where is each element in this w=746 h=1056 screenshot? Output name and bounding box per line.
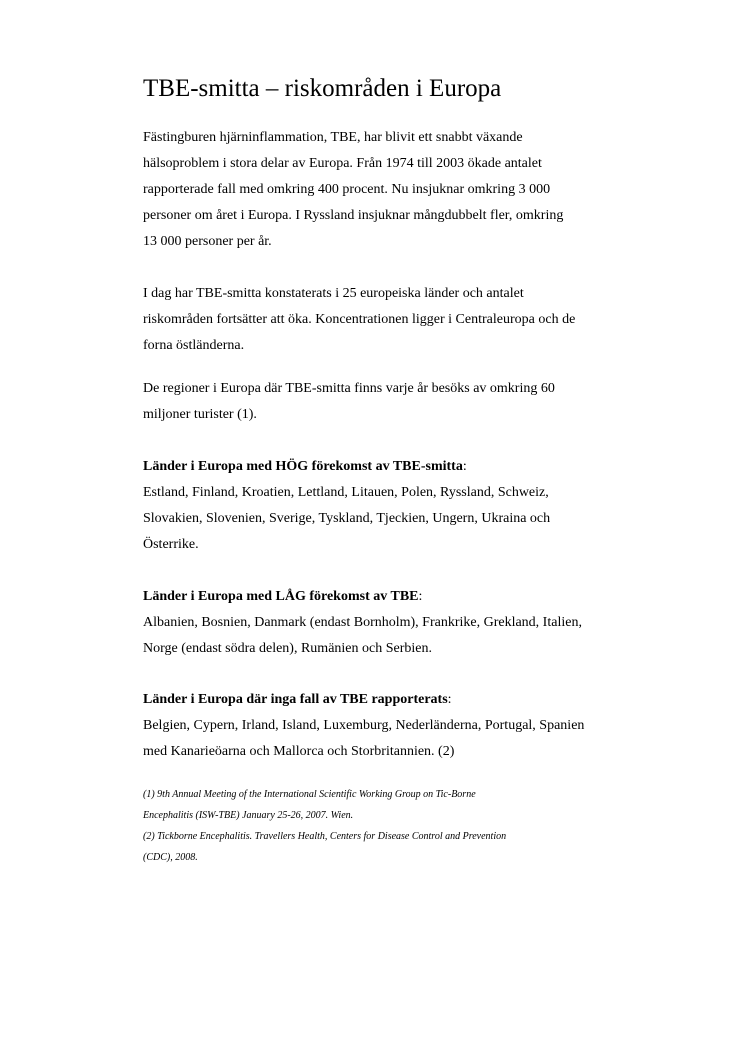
footnote-line: (1) 9th Annual Meeting of the International Scientific Working Group on Tic-Borne [143, 789, 476, 800]
spread-line: riskområden fortsätter att öka. Koncentrationen ligger i Centraleuropa och de [143, 312, 576, 327]
no-risk-heading-line [143, 687, 633, 713]
intro-line: rapporterade fall med omkring 400 procent. Nu insjuknar omkring 3 000 [143, 182, 551, 197]
no-risk-countries: Belgien, Cypern, Irland, Island, Luxemburg, Nederländerna, Portugal, Spanien [143, 718, 585, 733]
intro-line: personer om året i Europa. I Ryssland insjuknar mångdubbelt fler, omkring [143, 208, 564, 223]
no-risk-colon: : [447, 692, 452, 707]
high-risk-heading: Länder i Europa med HÖG förekomst av TBE-smitta [143, 459, 463, 474]
high-risk-countries: Estland, Finland, Kroatien, Lettland, Litauen, Polen, Ryssland, Schweiz, [143, 485, 549, 500]
high-risk-section [143, 454, 633, 558]
high-risk-heading-line [143, 454, 633, 480]
footnotes [143, 784, 633, 868]
footnote-line: Encephalitis (ISW-TBE) January 25-26, 2007. Wien. [143, 810, 354, 821]
low-risk-colon: : [418, 589, 423, 604]
low-risk-section [143, 584, 633, 662]
spread-paragraph [143, 281, 633, 359]
high-risk-countries: Österrike. [143, 537, 199, 552]
low-risk-heading: Länder i Europa med LÅG förekomst av TBE [143, 589, 419, 604]
intro-line: Fästingburen hjärninflammation, TBE, har blivit ett snabbt växande [143, 130, 523, 145]
page-title: TBE-smitta – riskområden i Europa [143, 75, 502, 102]
tourists-line: miljoner turister (1). [143, 407, 257, 422]
low-risk-countries: Albanien, Bosnien, Danmark (endast Bornholm), Frankrike, Grekland, Italien, [143, 615, 582, 630]
intro-paragraph [143, 125, 633, 255]
high-risk-colon: : [462, 459, 467, 474]
low-risk-countries: Norge (endast södra delen), Rumänien och Serbien. [143, 641, 432, 656]
low-risk-heading-line [143, 584, 633, 610]
intro-line: 13 000 personer per år. [143, 234, 272, 249]
intro-line: hälsoproblem i stora delar av Europa. Från 1974 till 2003 ökade antalet [143, 156, 542, 171]
no-risk-countries: med Kanarieöarna och Mallorca och Storbritannien. (2) [143, 744, 455, 759]
tourists-paragraph [143, 376, 633, 428]
spread-line: forna östländerna. [143, 338, 245, 353]
footnote-line: (2) Tickborne Encephalitis. Travellers Health, Centers for Disease Control and Prevention [143, 831, 507, 842]
footnote-line: (CDC), 2008. [143, 852, 198, 863]
no-risk-heading: Länder i Europa där inga fall av TBE rapporterats [143, 692, 448, 707]
high-risk-countries: Slovakien, Slovenien, Sverige, Tyskland, Tjeckien, Ungern, Ukraina och [143, 511, 551, 526]
no-risk-section [143, 687, 633, 765]
spread-line: I dag har TBE-smitta konstaterats i 25 europeiska länder och antalet [143, 286, 524, 301]
tourists-line: De regioner i Europa där TBE-smitta finns varje år besöks av omkring 60 [143, 381, 555, 396]
